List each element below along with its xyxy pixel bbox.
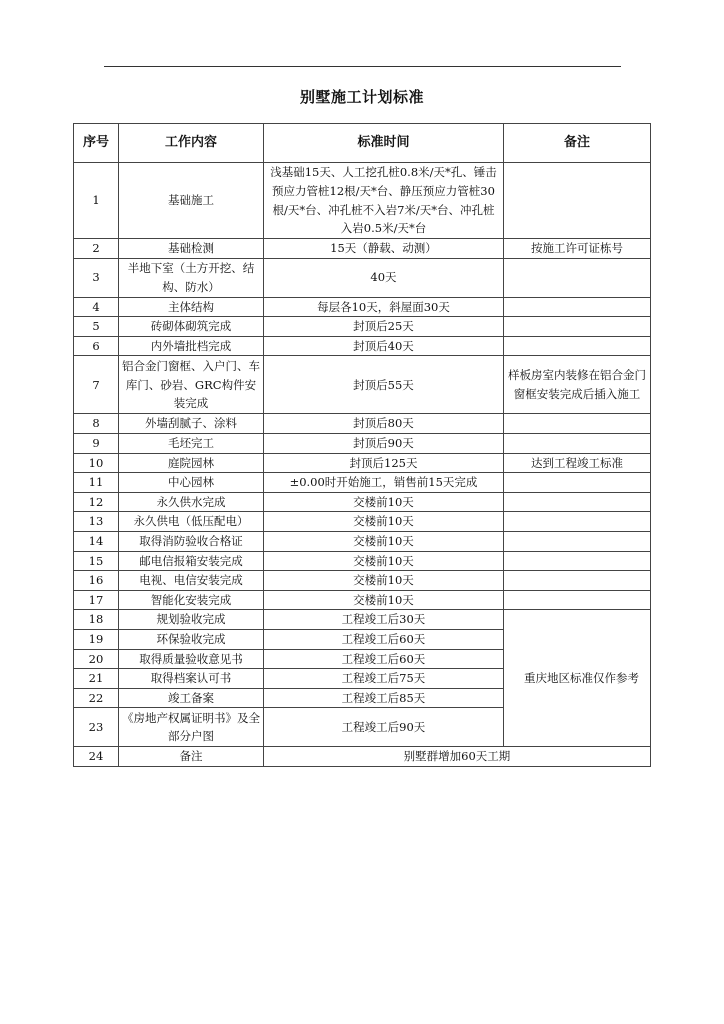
table-row (74, 317, 651, 337)
table-header-row (74, 124, 651, 163)
table-row (74, 239, 651, 259)
row-time: 交楼前10天 (264, 551, 504, 571)
row-note: 按施工许可证栋号 (504, 239, 651, 259)
row-time: 工程竣工后90天 (264, 708, 504, 747)
table-row (74, 512, 651, 532)
row-time: 工程竣工后75天 (264, 669, 504, 689)
row-note: 达到工程竣工标准 (504, 453, 651, 473)
row-time: 别墅群增加60天工期 (264, 747, 651, 767)
row-time: 工程竣工后60天 (264, 649, 504, 669)
row-no: 7 (74, 356, 119, 414)
row-no: 3 (74, 258, 119, 297)
col-header-no: 序号 (74, 124, 119, 163)
row-note (504, 531, 651, 551)
row-time: 40天 (264, 258, 504, 297)
row-task: 竣工备案 (119, 688, 264, 708)
row-time: 15天（静载、动测） (264, 239, 504, 259)
row-task: 取得质量验收意见书 (119, 649, 264, 669)
row-note (504, 414, 651, 434)
row-note (504, 492, 651, 512)
row-time: 交楼前10天 (264, 531, 504, 551)
row-no: 16 (74, 571, 119, 591)
col-header-task: 工作内容 (119, 124, 264, 163)
row-task: 外墙刮腻子、涂料 (119, 414, 264, 434)
row-time: 交楼前10天 (264, 590, 504, 610)
row-no: 9 (74, 433, 119, 453)
row-no: 18 (74, 610, 119, 630)
row-note (504, 317, 651, 337)
col-header-note: 备注 (504, 124, 651, 163)
row-no: 2 (74, 239, 119, 259)
row-task: 智能化安装完成 (119, 590, 264, 610)
row-time: 封顶后25天 (264, 317, 504, 337)
row-note (504, 336, 651, 356)
group-note: 重庆地区标准仅作参考 (504, 610, 651, 747)
row-no: 10 (74, 453, 119, 473)
schedule-table (73, 123, 651, 767)
table-row (74, 433, 651, 453)
row-task: 主体结构 (119, 297, 264, 317)
table-row (74, 747, 651, 767)
table-row (74, 258, 651, 297)
row-time: 工程竣工后30天 (264, 610, 504, 630)
table-row (74, 571, 651, 591)
table-row (74, 356, 651, 414)
row-time: 交楼前10天 (264, 492, 504, 512)
row-no: 11 (74, 473, 119, 493)
row-note (504, 433, 651, 453)
table-row (74, 414, 651, 434)
row-time: 工程竣工后85天 (264, 688, 504, 708)
row-no: 12 (74, 492, 119, 512)
row-task: 基础施工 (119, 163, 264, 239)
row-note (504, 571, 651, 591)
row-time: 每层各10天，斜屋面30天 (264, 297, 504, 317)
row-note (504, 163, 651, 239)
row-task: 砖砌体砌筑完成 (119, 317, 264, 337)
row-task: 中心园林 (119, 473, 264, 493)
table-row (74, 551, 651, 571)
row-time: 浅基础15天、人工挖孔桩0.8米/天*孔、锤击预应力管桩12根/天*台、静压预应力管桩30根/天*台、冲孔桩不入岩7米/天*台、冲孔桩入岩0.5米/天*台 (264, 163, 504, 239)
row-task: 取得档案认可书 (119, 669, 264, 689)
row-note (504, 297, 651, 317)
row-no: 24 (74, 747, 119, 767)
row-task: 铝合金门窗框、入户门、车库门、砂岩、GRC构件安装完成 (119, 356, 264, 414)
row-no: 22 (74, 688, 119, 708)
row-time: 工程竣工后60天 (264, 629, 504, 649)
row-task: 取得消防验收合格证 (119, 531, 264, 551)
row-task: 环保验收完成 (119, 629, 264, 649)
row-no: 23 (74, 708, 119, 747)
row-time: 交楼前10天 (264, 571, 504, 591)
row-no: 20 (74, 649, 119, 669)
row-time: 封顶后80天 (264, 414, 504, 434)
row-note (504, 473, 651, 493)
row-time: ±0.00时开始施工，销售前15天完成 (264, 473, 504, 493)
row-no: 21 (74, 669, 119, 689)
row-time: 封顶后125天 (264, 453, 504, 473)
row-task: 《房地产权属证明书》及全部分户图 (119, 708, 264, 747)
table-row (74, 492, 651, 512)
row-note (504, 512, 651, 532)
table-row (74, 336, 651, 356)
row-time: 交楼前10天 (264, 512, 504, 532)
row-time: 封顶后40天 (264, 336, 504, 356)
table-row (74, 610, 651, 630)
row-task: 内外墙批档完成 (119, 336, 264, 356)
row-task: 庭院园林 (119, 453, 264, 473)
row-task: 永久供水完成 (119, 492, 264, 512)
page-title: 别墅施工计划标准 (299, 88, 424, 106)
table-row (74, 473, 651, 493)
row-no: 5 (74, 317, 119, 337)
table-row (74, 163, 651, 239)
row-no: 15 (74, 551, 119, 571)
row-note (504, 551, 651, 571)
table-row (74, 453, 651, 473)
row-no: 6 (74, 336, 119, 356)
row-task: 毛坯完工 (119, 433, 264, 453)
table-row (74, 590, 651, 610)
header-rule (104, 66, 621, 67)
row-time: 封顶后55天 (264, 356, 504, 414)
row-no: 4 (74, 297, 119, 317)
row-note (504, 590, 651, 610)
row-task: 电视、电信安装完成 (119, 571, 264, 591)
row-time: 封顶后90天 (264, 433, 504, 453)
col-header-time: 标准时间 (264, 124, 504, 163)
row-no: 14 (74, 531, 119, 551)
row-task: 半地下室（土方开挖、结构、防水） (119, 258, 264, 297)
row-no: 8 (74, 414, 119, 434)
row-task: 邮电信报箱安装完成 (119, 551, 264, 571)
table-row (74, 531, 651, 551)
row-no: 19 (74, 629, 119, 649)
row-no: 1 (74, 163, 119, 239)
row-note (504, 258, 651, 297)
row-no: 13 (74, 512, 119, 532)
row-task: 永久供电（低压配电） (119, 512, 264, 532)
table-row (74, 297, 651, 317)
row-task: 规划验收完成 (119, 610, 264, 630)
row-note: 样板房室内装修在铝合金门窗框安装完成后插入施工 (504, 356, 651, 414)
row-task: 备注 (119, 747, 264, 767)
row-no: 17 (74, 590, 119, 610)
row-task: 基础检测 (119, 239, 264, 259)
